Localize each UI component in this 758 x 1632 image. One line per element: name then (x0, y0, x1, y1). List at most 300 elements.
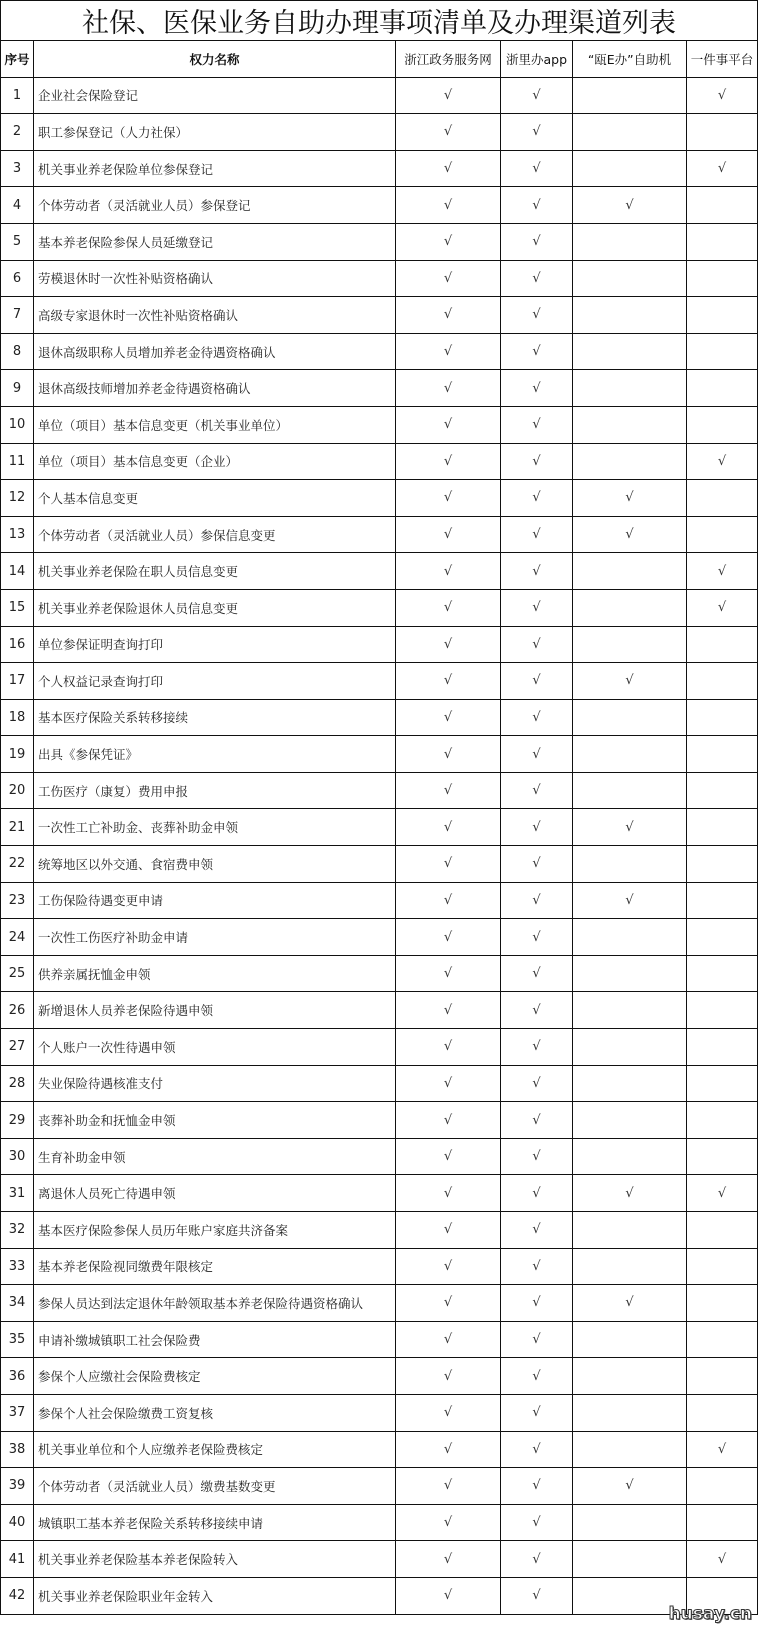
check-mark-zlb-app: √ (501, 736, 573, 773)
check-mark-kiosk (573, 919, 687, 956)
check-mark-one-thing (687, 882, 758, 919)
row-name: 单位（项目）基本信息变更（企业） (34, 443, 396, 480)
check-mark-zjzwfw: √ (396, 992, 501, 1029)
check-mark-zlb-app: √ (501, 626, 573, 663)
header-zlb-app: 浙里办app (501, 41, 573, 78)
check-mark-zlb-app: √ (501, 1358, 573, 1395)
check-mark-kiosk: √ (573, 480, 687, 517)
table-row (1, 1541, 758, 1578)
table-row (1, 1065, 758, 1102)
table-row (1, 1431, 758, 1468)
check-mark-kiosk (573, 1504, 687, 1541)
row-name: 机关事业养老保险基本养老保险转入 (34, 1541, 396, 1578)
check-mark-kiosk (573, 1248, 687, 1285)
page-title: 社保、医保业务自助办理事项清单及办理渠道列表 (1, 1, 758, 41)
check-mark-zlb-app: √ (501, 846, 573, 883)
check-mark-zlb-app: √ (501, 1431, 573, 1468)
check-mark-zlb-app: √ (501, 1321, 573, 1358)
check-mark-one-thing (687, 846, 758, 883)
check-mark-zjzwfw: √ (396, 663, 501, 700)
check-mark-kiosk (573, 260, 687, 297)
check-mark-one-thing (687, 699, 758, 736)
row-name: 职工参保登记（人力社保） (34, 114, 396, 151)
check-mark-kiosk: √ (573, 1468, 687, 1505)
check-mark-zlb-app: √ (501, 1248, 573, 1285)
row-index: 17 (1, 663, 34, 700)
table-row (1, 1248, 758, 1285)
check-mark-kiosk (573, 1394, 687, 1431)
check-mark-kiosk (573, 1065, 687, 1102)
check-mark-kiosk (573, 589, 687, 626)
row-name: 劳模退休时一次性补贴资格确认 (34, 260, 396, 297)
row-name: 生育补助金申领 (34, 1138, 396, 1175)
check-mark-zlb-app: √ (501, 333, 573, 370)
table-row (1, 882, 758, 919)
check-mark-zlb-app: √ (501, 260, 573, 297)
check-mark-one-thing (687, 406, 758, 443)
table-row (1, 699, 758, 736)
check-mark-zlb-app: √ (501, 1577, 573, 1614)
check-mark-zlb-app: √ (501, 1504, 573, 1541)
table-row (1, 663, 758, 700)
check-mark-one-thing (687, 223, 758, 260)
check-mark-kiosk (573, 772, 687, 809)
check-mark-zjzwfw: √ (396, 223, 501, 260)
check-mark-kiosk (573, 699, 687, 736)
row-index: 40 (1, 1504, 34, 1541)
check-mark-kiosk (573, 370, 687, 407)
check-mark-zlb-app: √ (501, 699, 573, 736)
check-mark-zlb-app: √ (501, 663, 573, 700)
check-mark-kiosk: √ (573, 516, 687, 553)
check-mark-zlb-app: √ (501, 480, 573, 517)
check-mark-zjzwfw: √ (396, 516, 501, 553)
check-mark-zjzwfw: √ (396, 626, 501, 663)
check-mark-zjzwfw: √ (396, 1321, 501, 1358)
check-mark-zjzwfw: √ (396, 1431, 501, 1468)
check-mark-one-thing: √ (687, 589, 758, 626)
check-mark-kiosk: √ (573, 187, 687, 224)
table-row (1, 1468, 758, 1505)
check-mark-one-thing (687, 1321, 758, 1358)
check-mark-zjzwfw: √ (396, 736, 501, 773)
check-mark-zlb-app: √ (501, 992, 573, 1029)
row-name: 企业社会保险登记 (34, 77, 396, 114)
row-index: 12 (1, 480, 34, 517)
table-row (1, 77, 758, 114)
check-mark-zjzwfw: √ (396, 846, 501, 883)
table-row (1, 1577, 758, 1614)
row-index: 1 (1, 77, 34, 114)
check-mark-zlb-app: √ (501, 1468, 573, 1505)
check-mark-one-thing (687, 370, 758, 407)
watermark-logo: husay.cn (668, 1604, 752, 1624)
check-mark-one-thing (687, 1468, 758, 1505)
row-name: 退休高级技师增加养老金待遇资格确认 (34, 370, 396, 407)
check-mark-one-thing (687, 1394, 758, 1431)
check-mark-kiosk (573, 150, 687, 187)
check-mark-one-thing (687, 1285, 758, 1322)
row-name: 机关事业单位和个人应缴养老保险费核定 (34, 1431, 396, 1468)
check-mark-kiosk (573, 846, 687, 883)
check-mark-one-thing (687, 1029, 758, 1066)
row-index: 10 (1, 406, 34, 443)
row-index: 33 (1, 1248, 34, 1285)
row-name: 机关事业养老保险退休人员信息变更 (34, 589, 396, 626)
row-index: 21 (1, 809, 34, 846)
row-index: 31 (1, 1175, 34, 1212)
row-index: 13 (1, 516, 34, 553)
check-mark-zjzwfw: √ (396, 260, 501, 297)
table-row (1, 1212, 758, 1249)
row-index: 36 (1, 1358, 34, 1395)
row-name: 单位（项目）基本信息变更（机关事业单位） (34, 406, 396, 443)
check-mark-zjzwfw: √ (396, 809, 501, 846)
row-index: 30 (1, 1138, 34, 1175)
row-index: 7 (1, 297, 34, 334)
check-mark-one-thing (687, 1212, 758, 1249)
check-mark-zjzwfw: √ (396, 1358, 501, 1395)
check-mark-kiosk: √ (573, 1285, 687, 1322)
check-mark-one-thing (687, 1248, 758, 1285)
check-mark-zlb-app: √ (501, 589, 573, 626)
row-index: 28 (1, 1065, 34, 1102)
check-mark-kiosk (573, 1541, 687, 1578)
check-mark-zlb-app: √ (501, 1212, 573, 1249)
table-row (1, 1321, 758, 1358)
row-index: 20 (1, 772, 34, 809)
table-row (1, 223, 758, 260)
table-row (1, 150, 758, 187)
check-mark-one-thing: √ (687, 150, 758, 187)
check-mark-zjzwfw: √ (396, 1468, 501, 1505)
row-name: 个人权益记录查询打印 (34, 663, 396, 700)
row-index: 11 (1, 443, 34, 480)
header-kiosk: “瓯E办”自助机 (573, 41, 687, 78)
table-row (1, 919, 758, 956)
check-mark-kiosk (573, 626, 687, 663)
table-row (1, 333, 758, 370)
check-mark-one-thing (687, 260, 758, 297)
row-name: 统筹地区以外交通、食宿费申领 (34, 846, 396, 883)
check-mark-zlb-app: √ (501, 406, 573, 443)
header-one-thing-platform: 一件事平台 (687, 41, 758, 78)
check-mark-zjzwfw: √ (396, 699, 501, 736)
check-mark-zjzwfw: √ (396, 553, 501, 590)
row-name: 高级专家退休时一次性补贴资格确认 (34, 297, 396, 334)
row-name: 出具《参保凭证》 (34, 736, 396, 773)
check-mark-kiosk (573, 333, 687, 370)
check-mark-zjzwfw: √ (396, 919, 501, 956)
row-index: 14 (1, 553, 34, 590)
header-name: 权力名称 (34, 41, 396, 78)
check-mark-zjzwfw: √ (396, 1175, 501, 1212)
check-mark-zlb-app: √ (501, 1065, 573, 1102)
row-name: 个人账户一次性待遇申领 (34, 1029, 396, 1066)
check-mark-one-thing (687, 516, 758, 553)
check-mark-kiosk (573, 1212, 687, 1249)
check-mark-one-thing (687, 480, 758, 517)
check-mark-zlb-app: √ (501, 1541, 573, 1578)
check-mark-zlb-app: √ (501, 772, 573, 809)
check-mark-zjzwfw: √ (396, 1065, 501, 1102)
row-index: 6 (1, 260, 34, 297)
table-row (1, 370, 758, 407)
row-index: 29 (1, 1102, 34, 1139)
table-row (1, 406, 758, 443)
row-name: 工伤保险待遇变更申请 (34, 882, 396, 919)
row-name: 机关事业养老保险职业年金转入 (34, 1577, 396, 1614)
check-mark-zlb-app: √ (501, 77, 573, 114)
table-row (1, 1029, 758, 1066)
row-name: 参保个人应缴社会保险费核定 (34, 1358, 396, 1395)
table-row (1, 114, 758, 151)
check-mark-one-thing (687, 1102, 758, 1139)
row-name: 个人基本信息变更 (34, 480, 396, 517)
check-mark-zjzwfw: √ (396, 114, 501, 151)
table-row (1, 553, 758, 590)
row-index: 23 (1, 882, 34, 919)
check-mark-kiosk (573, 297, 687, 334)
check-mark-one-thing (687, 772, 758, 809)
check-mark-kiosk (573, 1138, 687, 1175)
check-mark-one-thing (687, 626, 758, 663)
check-mark-kiosk (573, 406, 687, 443)
header-zjzwfw: 浙江政务服务网 (396, 41, 501, 78)
check-mark-zlb-app: √ (501, 297, 573, 334)
check-mark-zjzwfw: √ (396, 1248, 501, 1285)
check-mark-kiosk (573, 1321, 687, 1358)
check-mark-one-thing (687, 1065, 758, 1102)
check-mark-zjzwfw: √ (396, 297, 501, 334)
check-mark-zjzwfw: √ (396, 1029, 501, 1066)
row-index: 3 (1, 150, 34, 187)
row-name: 机关事业养老保险在职人员信息变更 (34, 553, 396, 590)
row-index: 15 (1, 589, 34, 626)
check-mark-kiosk (573, 77, 687, 114)
check-mark-zlb-app: √ (501, 1285, 573, 1322)
row-index: 41 (1, 1541, 34, 1578)
check-mark-zlb-app: √ (501, 955, 573, 992)
row-name: 个体劳动者（灵活就业人员）参保登记 (34, 187, 396, 224)
table-row (1, 1394, 758, 1431)
row-index: 22 (1, 846, 34, 883)
check-mark-one-thing (687, 1504, 758, 1541)
table-row (1, 1175, 758, 1212)
row-name: 机关事业养老保险单位参保登记 (34, 150, 396, 187)
check-mark-zlb-app: √ (501, 882, 573, 919)
table-row (1, 589, 758, 626)
row-index: 19 (1, 736, 34, 773)
check-mark-zlb-app: √ (501, 150, 573, 187)
row-name: 申请补缴城镇职工社会保险费 (34, 1321, 396, 1358)
check-mark-one-thing: √ (687, 1175, 758, 1212)
row-name: 退休高级职称人员增加养老金待遇资格确认 (34, 333, 396, 370)
check-mark-zlb-app: √ (501, 187, 573, 224)
row-index: 35 (1, 1321, 34, 1358)
check-mark-one-thing (687, 809, 758, 846)
row-index: 18 (1, 699, 34, 736)
check-mark-kiosk (573, 1358, 687, 1395)
check-mark-kiosk (573, 992, 687, 1029)
check-mark-kiosk (573, 553, 687, 590)
check-mark-zjzwfw: √ (396, 882, 501, 919)
row-name: 一次性工伤医疗补助金申请 (34, 919, 396, 956)
table-row (1, 955, 758, 992)
check-mark-one-thing (687, 333, 758, 370)
check-mark-zlb-app: √ (501, 443, 573, 480)
table-row (1, 736, 758, 773)
check-mark-zlb-app: √ (501, 114, 573, 151)
header-index: 序号 (1, 41, 34, 78)
row-name: 城镇职工基本养老保险关系转移接续申请 (34, 1504, 396, 1541)
row-name: 一次性工亡补助金、丧葬补助金申领 (34, 809, 396, 846)
row-name: 基本养老保险参保人员延缴登记 (34, 223, 396, 260)
check-mark-kiosk: √ (573, 882, 687, 919)
check-mark-zjzwfw: √ (396, 1394, 501, 1431)
check-mark-one-thing (687, 919, 758, 956)
check-mark-zjzwfw: √ (396, 589, 501, 626)
table-row (1, 443, 758, 480)
check-mark-zjzwfw: √ (396, 406, 501, 443)
check-mark-zlb-app: √ (501, 1102, 573, 1139)
table-row (1, 772, 758, 809)
check-mark-zjzwfw: √ (396, 1212, 501, 1249)
check-mark-zlb-app: √ (501, 1394, 573, 1431)
row-name: 个体劳动者（灵活就业人员）参保信息变更 (34, 516, 396, 553)
check-mark-zlb-app: √ (501, 223, 573, 260)
table-row (1, 626, 758, 663)
check-mark-kiosk (573, 1102, 687, 1139)
check-mark-one-thing (687, 663, 758, 700)
check-mark-zjzwfw: √ (396, 77, 501, 114)
row-index: 27 (1, 1029, 34, 1066)
table-row (1, 297, 758, 334)
row-index: 37 (1, 1394, 34, 1431)
check-mark-zlb-app: √ (501, 1175, 573, 1212)
row-index: 9 (1, 370, 34, 407)
row-index: 8 (1, 333, 34, 370)
row-name: 失业保险待遇核准支付 (34, 1065, 396, 1102)
check-mark-kiosk (573, 1431, 687, 1468)
check-mark-zlb-app: √ (501, 370, 573, 407)
table-row (1, 1504, 758, 1541)
table-row (1, 809, 758, 846)
check-mark-zjzwfw: √ (396, 1541, 501, 1578)
check-mark-one-thing (687, 1358, 758, 1395)
check-mark-kiosk (573, 223, 687, 260)
check-mark-kiosk (573, 955, 687, 992)
header-row (1, 41, 758, 78)
check-mark-one-thing: √ (687, 77, 758, 114)
row-index: 16 (1, 626, 34, 663)
check-mark-zjzwfw: √ (396, 333, 501, 370)
check-mark-zjzwfw: √ (396, 443, 501, 480)
check-mark-one-thing: √ (687, 443, 758, 480)
row-index: 34 (1, 1285, 34, 1322)
check-mark-one-thing (687, 955, 758, 992)
check-mark-kiosk: √ (573, 809, 687, 846)
row-name: 供养亲属抚恤金申领 (34, 955, 396, 992)
check-mark-one-thing: √ (687, 1431, 758, 1468)
row-name: 离退休人员死亡待遇申领 (34, 1175, 396, 1212)
check-mark-kiosk: √ (573, 1175, 687, 1212)
table-row (1, 992, 758, 1029)
table-row (1, 480, 758, 517)
check-mark-one-thing: √ (687, 553, 758, 590)
check-mark-one-thing (687, 1138, 758, 1175)
row-index: 5 (1, 223, 34, 260)
check-mark-kiosk (573, 114, 687, 151)
row-name: 工伤医疗（康复）费用申报 (34, 772, 396, 809)
check-mark-kiosk (573, 1029, 687, 1066)
check-mark-zjzwfw: √ (396, 1138, 501, 1175)
table-row (1, 1358, 758, 1395)
row-index: 24 (1, 919, 34, 956)
check-mark-kiosk: √ (573, 663, 687, 700)
check-mark-one-thing (687, 114, 758, 151)
row-index: 38 (1, 1431, 34, 1468)
check-mark-kiosk (573, 443, 687, 480)
check-mark-zjzwfw: √ (396, 1102, 501, 1139)
check-mark-zlb-app: √ (501, 919, 573, 956)
check-mark-zlb-app: √ (501, 516, 573, 553)
title-row (1, 1, 758, 41)
table-row (1, 187, 758, 224)
check-mark-one-thing: √ (687, 1541, 758, 1578)
row-index: 4 (1, 187, 34, 224)
row-index: 39 (1, 1468, 34, 1505)
check-mark-zjzwfw: √ (396, 150, 501, 187)
table-row (1, 1102, 758, 1139)
check-mark-one-thing (687, 187, 758, 224)
row-index: 32 (1, 1212, 34, 1249)
table-row (1, 846, 758, 883)
table-row (1, 1285, 758, 1322)
check-mark-zjzwfw: √ (396, 955, 501, 992)
check-mark-zlb-app: √ (501, 1138, 573, 1175)
check-mark-one-thing (687, 992, 758, 1029)
row-index: 25 (1, 955, 34, 992)
check-mark-zlb-app: √ (501, 553, 573, 590)
check-mark-zjzwfw: √ (396, 772, 501, 809)
check-mark-zlb-app: √ (501, 809, 573, 846)
check-mark-zjzwfw: √ (396, 1285, 501, 1322)
table-row (1, 1138, 758, 1175)
row-name: 单位参保证明查询打印 (34, 626, 396, 663)
row-index: 42 (1, 1577, 34, 1614)
row-name: 基本医疗保险关系转移接续 (34, 699, 396, 736)
row-name: 参保人员达到法定退休年龄领取基本养老保险待遇资格确认 (34, 1285, 396, 1322)
check-mark-zjzwfw: √ (396, 1577, 501, 1614)
table-row (1, 516, 758, 553)
row-name: 基本医疗保险参保人员历年账户家庭共济备案 (34, 1212, 396, 1249)
check-mark-zjzwfw: √ (396, 187, 501, 224)
check-mark-zlb-app: √ (501, 1029, 573, 1066)
check-mark-zjzwfw: √ (396, 370, 501, 407)
row-name: 基本养老保险视同缴费年限核定 (34, 1248, 396, 1285)
row-name: 个体劳动者（灵活就业人员）缴费基数变更 (34, 1468, 396, 1505)
row-index: 2 (1, 114, 34, 151)
row-name: 参保个人社会保险缴费工资复核 (34, 1394, 396, 1431)
row-name: 丧葬补助金和抚恤金申领 (34, 1102, 396, 1139)
row-index: 26 (1, 992, 34, 1029)
row-name: 新增退休人员养老保险待遇申领 (34, 992, 396, 1029)
check-mark-kiosk (573, 736, 687, 773)
check-mark-one-thing (687, 297, 758, 334)
check-mark-one-thing (687, 736, 758, 773)
table-row (1, 260, 758, 297)
